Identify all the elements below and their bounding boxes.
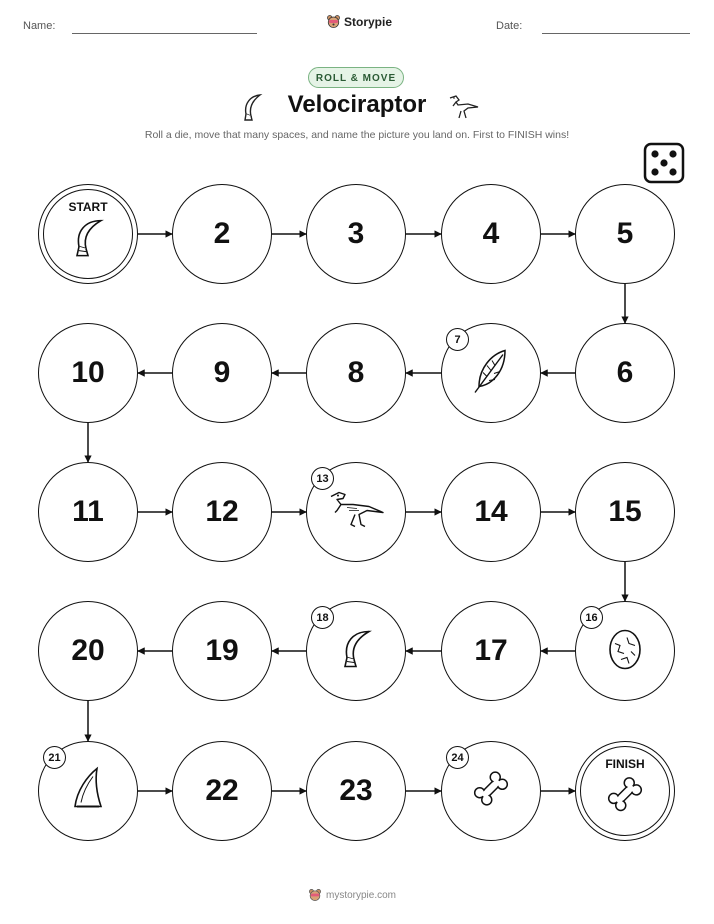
- space-number-badge: 21: [43, 746, 66, 769]
- brand-name: Storypie: [344, 14, 393, 29]
- board-space-20[interactable]: [38, 601, 138, 701]
- claw-icon: [65, 215, 111, 266]
- start-space[interactable]: [38, 184, 138, 284]
- claw-icon: [333, 626, 379, 677]
- space-number: 2: [213, 217, 231, 250]
- space-number: 20: [71, 634, 105, 667]
- space-number: 14: [474, 495, 508, 528]
- storypie-bear-icon: [308, 888, 322, 902]
- space-number: 8: [347, 356, 365, 389]
- board-space-6[interactable]: [575, 323, 675, 423]
- space-number: 23: [339, 774, 373, 807]
- space-number: 19: [205, 634, 239, 667]
- egg-icon: [605, 626, 645, 677]
- space-number: 6: [616, 356, 634, 389]
- bone-icon: [605, 773, 645, 820]
- board-space-7[interactable]: [441, 323, 541, 423]
- space-number-badge: 13: [311, 467, 334, 490]
- space-number-badge: 16: [580, 606, 603, 629]
- space-number: 11: [72, 495, 104, 528]
- space-number: 22: [205, 774, 239, 807]
- board-space-5[interactable]: [575, 184, 675, 284]
- space-number-badge: 7: [446, 328, 469, 351]
- finish-space[interactable]: [575, 741, 675, 841]
- board-space-18[interactable]: [306, 601, 406, 701]
- space-number: 15: [608, 495, 642, 528]
- space-number: 10: [71, 356, 105, 389]
- board-space-16[interactable]: [575, 601, 675, 701]
- space-number-badge: 24: [446, 746, 469, 769]
- space-number: 17: [474, 634, 508, 667]
- instructions: Roll a die, move that many spaces, and name the picture you land on. First to FINISH wins!: [144, 129, 570, 141]
- board-space-11[interactable]: [38, 462, 138, 562]
- page-title: Velociraptor: [287, 91, 427, 118]
- board-space-4[interactable]: [441, 184, 541, 284]
- board-space-17[interactable]: [441, 601, 541, 701]
- board-space-14[interactable]: [441, 462, 541, 562]
- space-number: 9: [213, 356, 231, 389]
- name-label: Name:: [23, 20, 56, 32]
- board-space-22[interactable]: [172, 741, 272, 841]
- space-number: 4: [482, 217, 500, 250]
- finish-label: FINISH: [605, 757, 645, 771]
- space-number: 3: [347, 217, 365, 250]
- footer-site: mystorypie.com: [326, 889, 397, 901]
- board-space-2[interactable]: [172, 184, 272, 284]
- board-space-10[interactable]: [38, 323, 138, 423]
- board-space-13[interactable]: [306, 462, 406, 562]
- board-space-9[interactable]: [172, 323, 272, 423]
- board-space-19[interactable]: [172, 601, 272, 701]
- footer: [308, 888, 396, 902]
- space-number: 12: [205, 495, 239, 528]
- space-number-badge: 18: [311, 606, 334, 629]
- tooth-icon: [65, 765, 111, 818]
- board-space-12[interactable]: [172, 462, 272, 562]
- board-space-3[interactable]: [306, 184, 406, 284]
- feather-icon: [469, 347, 513, 400]
- game-type-badge: ROLL & MOVE: [308, 67, 404, 88]
- date-label: Date:: [496, 20, 523, 32]
- board-space-24[interactable]: [441, 741, 541, 841]
- board-space-23[interactable]: [306, 741, 406, 841]
- board-space-8[interactable]: [306, 323, 406, 423]
- bone-icon: [471, 768, 511, 815]
- space-number: 5: [616, 217, 634, 250]
- raptor-icon: [327, 489, 385, 536]
- board-space-21[interactable]: [38, 741, 138, 841]
- start-label: START: [68, 200, 108, 214]
- board-space-15[interactable]: [575, 462, 675, 562]
